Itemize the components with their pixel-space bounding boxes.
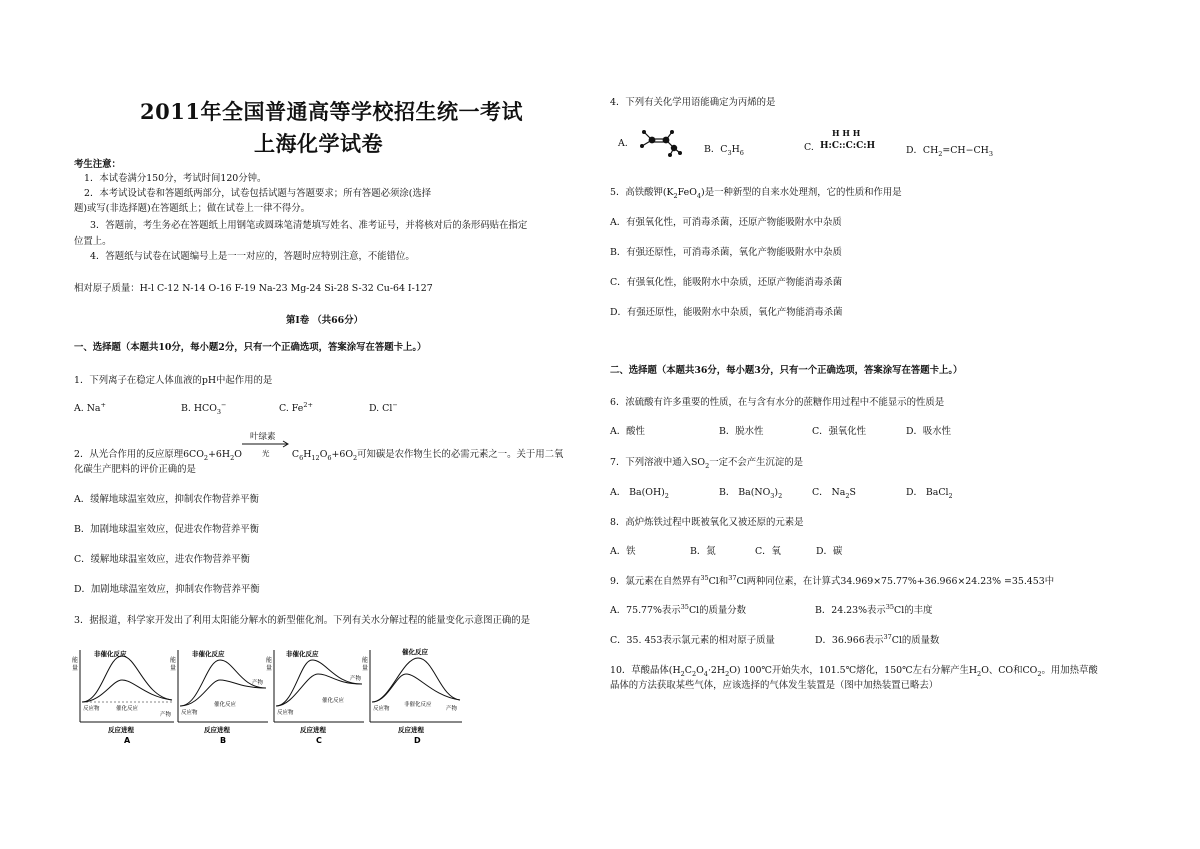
q5-option-b: B．有强还原性，可消毒杀菌，氧化产物能吸附水中杂质 [610,247,842,258]
notice-item-3: 3．答题前，考生务必在答题纸上用钢笔或圆珠笔清楚填写姓名、准考证号，并将核对后的条形码贴在指定 [90,220,528,231]
q2-stem-line2: 化碳生产肥料的评价正确的是 [74,464,196,475]
q4-stem: 4．下列有关化学用语能确定为丙烯的是 [610,97,776,108]
q4-option-c-top: H H H [832,128,861,138]
svg-text:产物: 产物 [446,706,458,712]
q3-a-product: 产物 [160,712,172,718]
q1-option-c: C. $Fe^{2+}$ [279,401,313,415]
q3-a-cat-label: 催化反应 [116,706,139,712]
q1-option-d: D. Cl− [369,401,398,415]
q3-diagram-d [362,647,462,744]
q3-a-reactant: 反应物 [83,706,100,712]
q3-diagram-c [266,649,364,744]
q2-option-b: B．加剧地球温室效应，促进农作物营养平衡 [74,524,260,535]
svg-text:反应物: 反应物 [373,706,390,712]
q8-option-b: B．氮 [690,546,716,557]
q7-option-a: A． $Ba(OH)_2$ [610,487,669,500]
q1-option-a: A. Na+ [74,401,106,415]
q3-a-letter: A [124,736,131,744]
svg-text:量: 量 [170,665,177,672]
svg-text:能: 能 [362,657,369,664]
svg-text:反应进程: 反应进程 [300,726,326,734]
q2-option-d: D．加剧地球温室效应，抑制农作物营养平衡 [74,584,260,595]
svg-text:产物: 产物 [350,676,362,682]
q4-option-d: D．$CH_2=CH-CH_3$ [906,145,993,158]
q1-stem: 1．下列离子在稳定人体血液的pH中起作用的是 [74,375,273,386]
svg-text:反应物: 反应物 [181,710,198,716]
svg-text:催化反应: 催化反应 [402,648,428,656]
q8-option-d: D．碳 [816,546,843,557]
q3-a-xlabel: 反应进程 [108,726,134,734]
q5-stem: 5．高铁酸钾$(K_2FeO_4)$是一种新型的自来水处理剂，它的性质和作用是 [610,187,902,200]
svg-text:反应物: 反应物 [277,710,294,716]
q3-diagram-b [170,649,268,744]
q2-catalyst-label: 叶绿素 [250,432,276,442]
atomic-mass-line: 相对原子质量：H-l C-12 N-14 O-16 F-19 Na-23 Mg-24 Si-28 S-32 Cu-64 I-127 [74,283,433,294]
q9-stem: 9．氯元素在自然界有$^{35}$Cl和$^{37}$Cl两种同位素，在计算式34.969×75.77%+36.966×24.23% =35.453中 [610,573,1055,587]
svg-text:量: 量 [72,665,79,672]
q5-option-a: A．有强氧化性，可消毒杀菌，还原产物能吸附水中杂质 [610,217,842,228]
notice-item-4: 4．答题纸与试卷在试题编号上是一一对应的，答题时应特别注意，不能错位。 [90,251,415,262]
q3-a-uncat-label: 非催化反应 [94,650,127,658]
q4-option-b: B．$C_3H_6$ [704,144,744,157]
q7-stem: 7．下列溶液中通入$SO_2$一定不会产生沉淀的是 [610,457,803,470]
svg-text:能: 能 [266,657,273,664]
q10-stem-line1: 10．草酸晶体$(H_2C_2O_4\cdot 2H_2O)$ 100℃开始失水，101.5℃熔化，150℃左右分解产生$H_2O$、CO和$CO_2$。用加热草酸 [610,665,1098,678]
q4-option-c-label: C. [804,142,814,153]
q6-option-a: A．酸性 [610,426,645,437]
section2-heading: 二、选择题（本题共36分，每小题3分，只有一个正确选项，答案涂写在答题卡上。） [610,365,963,376]
q3-stem: 3．据报道，科学家开发出了利用太阳能分解水的新型催化剂。下列有关水分解过程的能量变化示意图正确的是 [74,615,530,626]
q10-stem-line2: 晶体的方法获取某些气体，应该选择的气体发生装置是（图中加热装置已略去） [610,680,939,691]
svg-text:反应进程: 反应进程 [204,726,230,734]
svg-text:量: 量 [266,665,273,672]
q9-option-b: B．24.23%表示$^{35}$Cl的丰度 [815,602,933,616]
q3-a-ylabel: 能 [72,657,79,664]
q6-option-d: D．吸水性 [906,426,952,437]
svg-text:催化反应: 催化反应 [322,698,345,704]
exam-title-line2: 上海化学试卷 [254,131,383,156]
q5-option-d: D．有强还原性，能吸附水中杂质，氧化产物能消毒杀菌 [610,307,843,318]
q2-light-label: 光 [262,449,270,458]
svg-text:量: 量 [362,665,369,672]
q6-option-c: C．强氧化性 [812,426,867,437]
q8-option-c: C．氧 [755,546,781,557]
svg-text:催化反应: 催化反应 [214,702,237,708]
q7-option-d: D． BaCl$_2$ [906,487,953,500]
q5-option-c: C．有强氧化性，能吸附水中杂质，还原产物能消毒杀菌 [610,277,843,288]
svg-text:非催化反应: 非催化反应 [192,650,225,658]
svg-text:能: 能 [170,657,177,664]
q8-stem: 8．高炉炼铁过程中既被氧化又被还原的元素是 [610,517,804,528]
part1-title: 第I卷 （共66分） [286,315,363,326]
q2-stem-line1: 2．从光合作用的反应原理$6CO_2+6H_2O$ $C_6H_{12}O_6+6O_2$可知碳是农作物生长的必需元素之一。关于用二氧 [74,449,564,462]
notice-item-2-cont: 题)或写(非选择题)在答题纸上；做在试卷上一律不得分。 [74,203,310,214]
notice-item-3-cont: 位置上。 [74,236,112,247]
q8-option-a: A．铁 [610,546,636,557]
q3-d-letter: D [414,736,421,744]
svg-text:反应进程: 反应进程 [398,726,424,734]
notice-heading: 考生注意： [74,159,121,170]
q1-option-b: B. $HCO_3^-$ [181,401,227,416]
svg-text:非催化反应: 非催化反应 [286,650,319,658]
section1-heading: 一、选择题（本题共10分，每小题2分，只有一个正确选项，答案涂写在答题卡上。） [74,342,427,353]
notice-item-1: 1．本试卷满分150分，考试时间120分钟。 [84,173,267,184]
q7-option-c: C． $Na_2S$ [812,487,856,500]
q6-option-b: B．脱水性 [719,426,764,437]
q2-option-c: C．缓解地球温室效应，进农作物营养平衡 [74,554,250,565]
q3-diagram-a [72,649,177,744]
q3-c-letter: C [316,736,322,744]
svg-text:非催化反应: 非催化反应 [404,702,432,708]
exam-title-line1: 2011年全国普通高等学校招生统一考试 [140,99,523,124]
q9-option-c: C．35. 453表示氯元素的相对原子质量 [610,635,775,646]
q4-ball-stick-model [636,126,682,158]
q7-option-b: B． $Ba(NO_3)_2$ [719,487,783,500]
q2-option-a: A．缓解地球温室效应，抑制农作物营养平衡 [74,494,259,505]
q6-stem: 6．浓硫酸有许多重要的性质，在与含有水分的蔗糖作用过程中不能显示的性质是 [610,397,945,408]
q9-option-d: D．36.966表示$^{37}$Cl的质量数 [815,632,940,646]
q3-energy-diagrams [72,644,472,744]
q4-option-c-formula: H:C::C:C:H [820,141,876,151]
q3-b-letter: B [220,736,227,744]
q4-option-a-label: A. [618,138,628,149]
notice-item-2: 2．本考试设试卷和答题纸两部分，试卷包括试题与答题要求；所有答题必须涂(选择 [84,188,432,199]
q9-option-a: A．75.77%表示$^{35}$Cl的质量分数 [610,602,746,616]
svg-text:产物: 产物 [252,680,264,686]
